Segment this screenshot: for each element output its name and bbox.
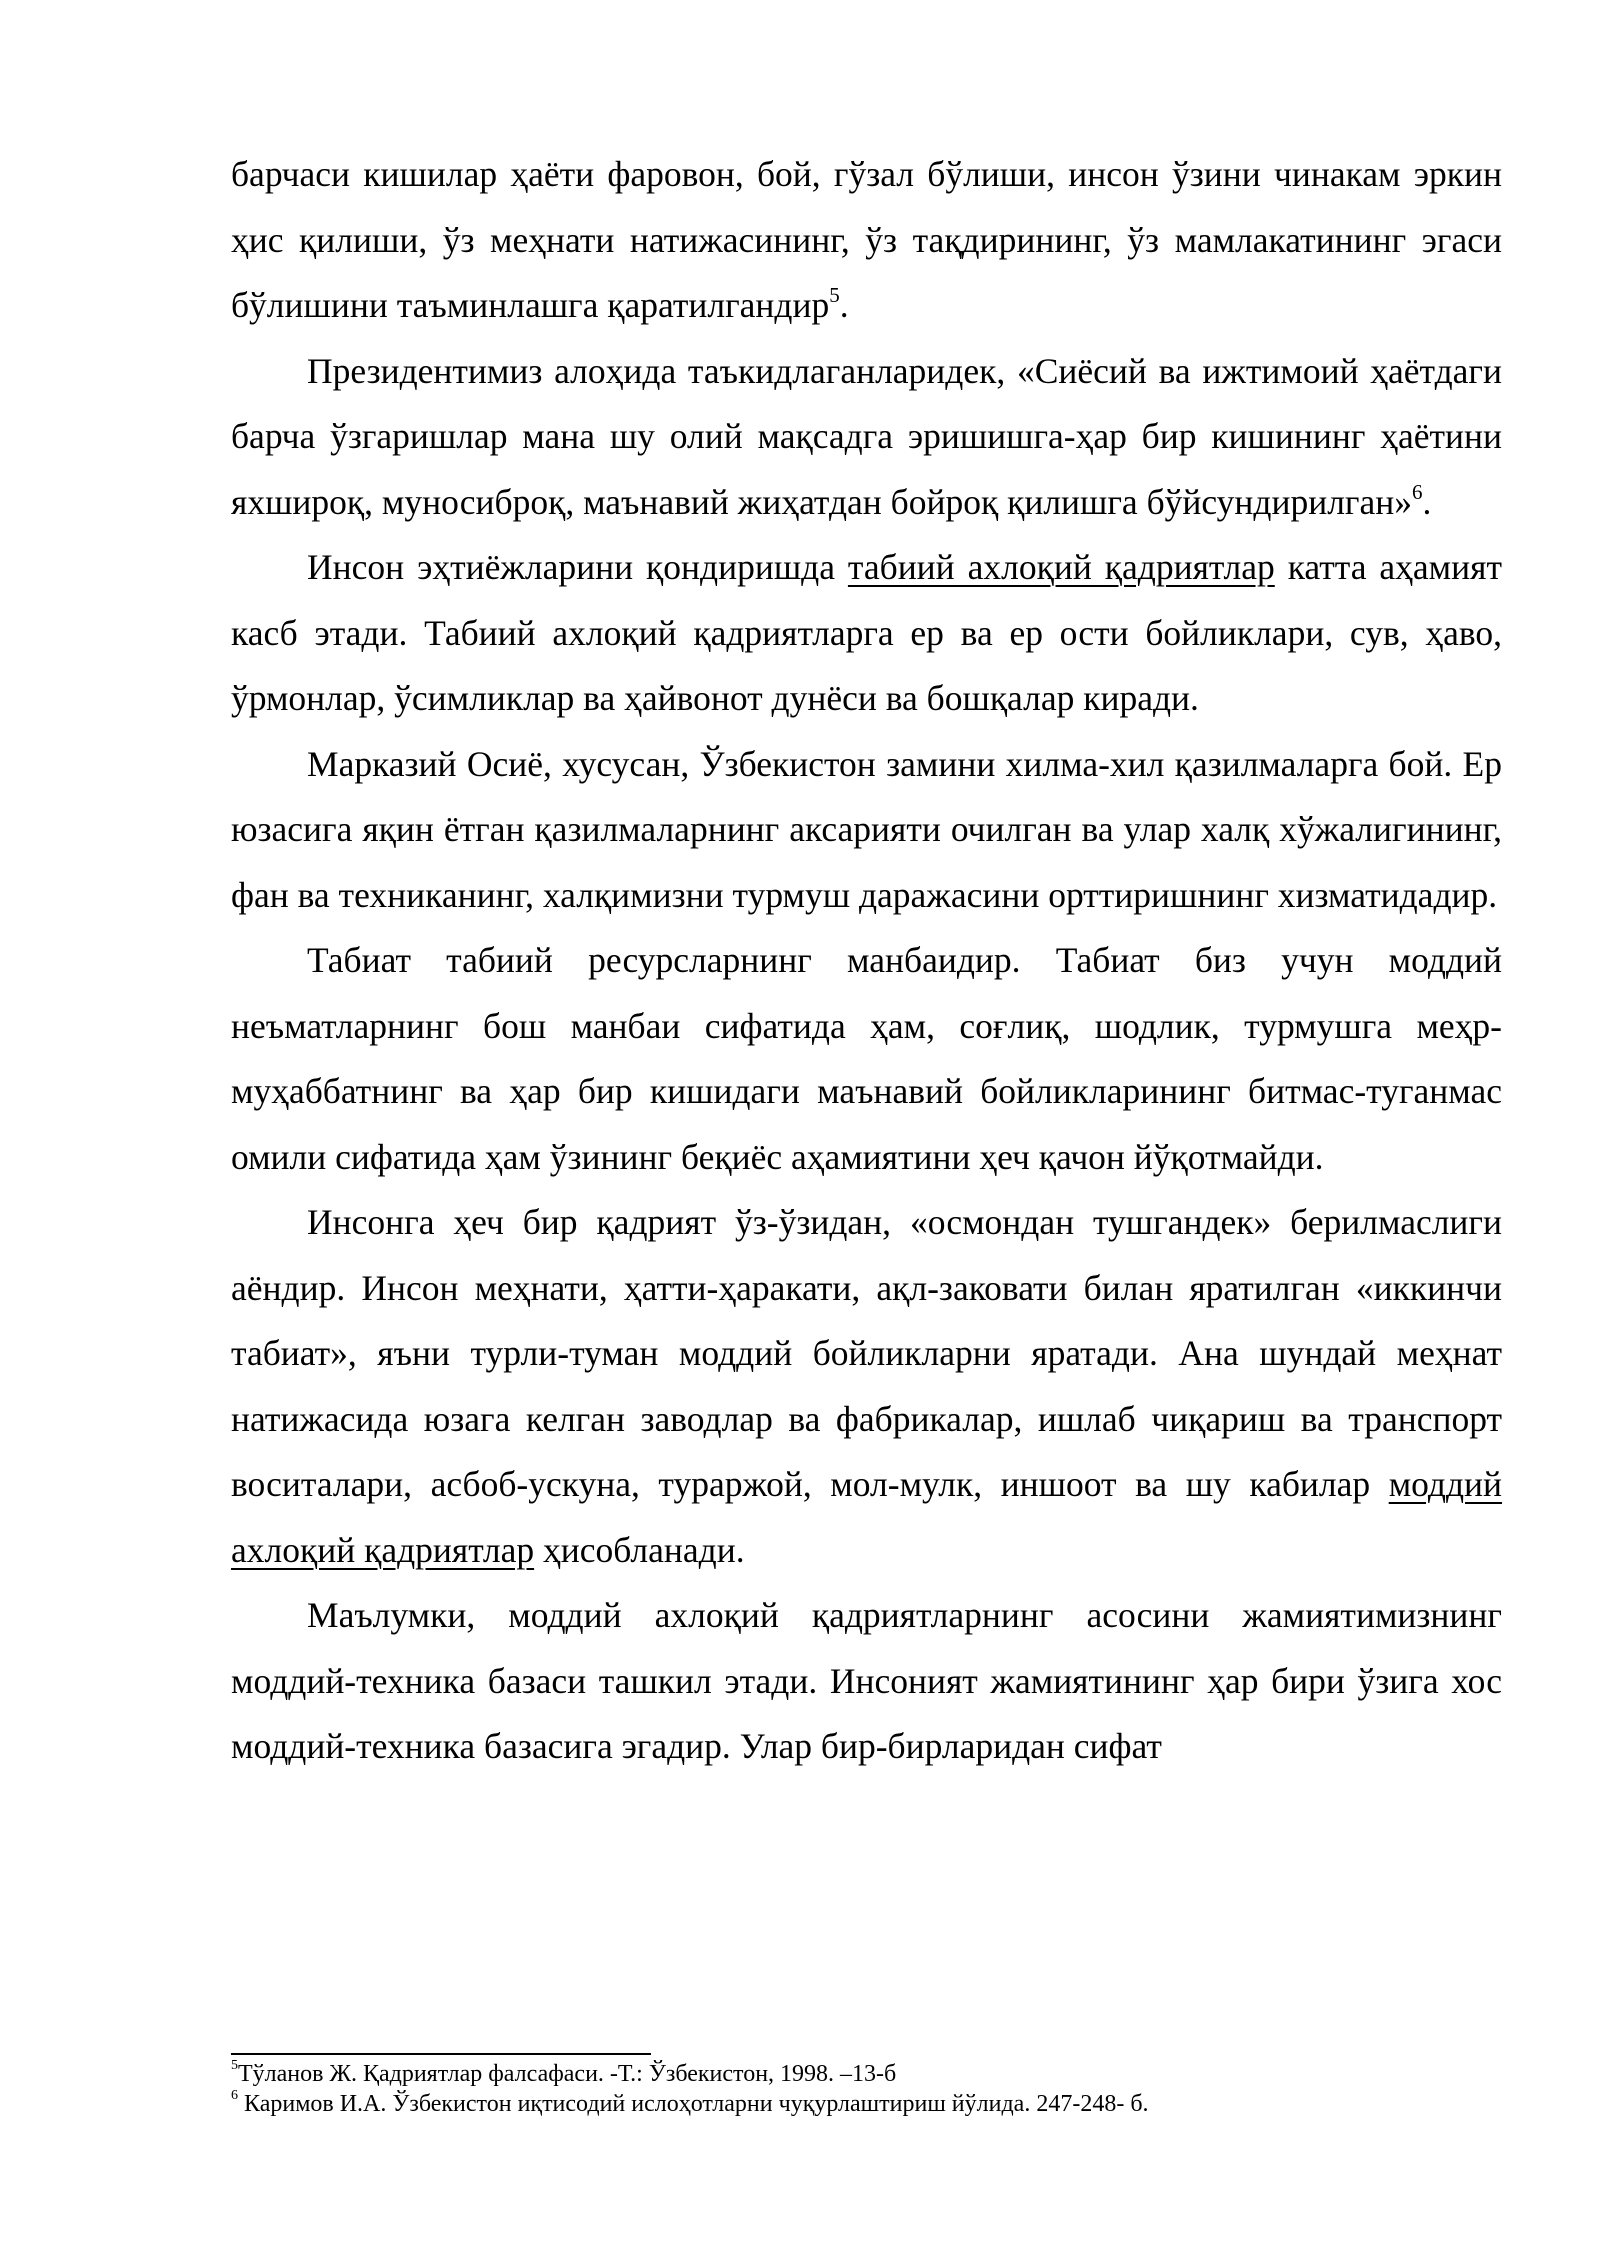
text-run: Инсон эҳтиёжларини қондиришда [307, 547, 848, 587]
footnote-mark: 6 [231, 2088, 238, 2103]
text-run: Табиат табиий ресурсларнинг манбаидир. Табиат биз учун моддий неъматларнинг бош манбаи сифатида ҳам, соғлиқ, шодлик, турмушга меҳр-муҳаббатнинг ва ҳар бир кишидаги маънавий бойликларининг битмас-туганмас омили сифатида ҳам ўзининг беқиёс аҳамиятини ҳеч қачон йўқотмайди. [231, 940, 1502, 1177]
footnote-separator [231, 2053, 651, 2055]
underlined-term: моддий ахлоқий қадриятлар [231, 1464, 1502, 1570]
footnote-text: Тўланов Ж. Қадриятлар фалсафаси. -Т.: Ўзбекистон, 1998. –13-б [238, 2061, 897, 2087]
body-text [231, 142, 1502, 1780]
paragraph [231, 142, 1502, 339]
text-run: . [839, 285, 849, 325]
footnote-reference: 6 [1412, 479, 1423, 504]
text-run: . [1422, 481, 1432, 522]
footnote [231, 2059, 1502, 2089]
underlined-term: табиий ахлоқий қадриятлар [847, 547, 1275, 587]
paragraph [231, 928, 1502, 1190]
paragraph [231, 535, 1502, 732]
text-run: барчаси кишилар ҳаёти фаровон, бой, гўзал бўлиши, инсон ўзини чинакам эркин ҳис қилиши, ўз меҳнати натижасининг, ўз тақдирининг, ўз мамлакатининг эгаси бўлишини таъминлашга қаратилгандир [231, 154, 1502, 325]
paragraph [231, 339, 1502, 536]
footnote-text: Каримов И.А. Ўзбекистон иқтисодий ислоҳотларни чуқурлаштириш йўлида. 247-248- б. [238, 2091, 1149, 2117]
text-run: ҳисобланади. [534, 1529, 745, 1570]
text-run: Марказий Осиё, хусусан, Ўзбекистон замини хилма-хил қазилмаларга бой. Ер юзасига яқин ётган қазилмаларнинг аксарияти очилган ва улар халқ хўжалигининг, фан ва техниканинг, халқимизни турмуш даражасини орттиришнинг хизматидадир. [231, 743, 1502, 915]
paragraph [231, 1190, 1502, 1583]
text-run: катта аҳамият касб этади. Табиий ахлоқий қадриятларга ер ва ер ости бойликлари, сув, ҳаво, ўрмонлар, ўсимликлар ва ҳайвонот дунёси ва бошқалар киради. [231, 547, 1502, 718]
paragraph [231, 732, 1502, 929]
text-run: Маълумки, моддий ахлоқий қадриятларнинг асосини жамиятимизнинг моддий-техника базаси ташкил этади. Инсоният жамиятининг ҳар бири ўзига хос моддий-техника базасига эгадир. Улар бир-бирларидан сифат [231, 1595, 1502, 1766]
footnotes [231, 2059, 1502, 2119]
footnote-mark: 5 [231, 2058, 238, 2073]
footnote [231, 2089, 1502, 2119]
text-run: Президентимиз алоҳида таъкидлаганларидек, «Сиёсий ва ижтимоий ҳаётдаги барча ўзгаришлар мана шу олий мақсадга эришишга-ҳар бир кишининг ҳаётини яхшироқ, муносиброқ, маънавий жиҳатдан бойроқ қилишга бўйсундирилган» [231, 350, 1502, 522]
paragraph [231, 1583, 1502, 1780]
footnote-reference: 5 [829, 283, 840, 308]
text-run: Инсонга ҳеч бир қадрият ўз-ўзидан, «осмондан тушгандек» берилмаслиги аёндир. Инсон меҳнати, ҳатти-ҳаракати, ақл-заковати билан яратилган «иккинчи табиат», яъни турли-туман моддий бойликларни яратади. Ана шундай меҳнат натижасида юзага келган заводлар ва фабрикалар, ишлаб чиқариш ва транспорт воситалари, асбоб-ускуна, тураржой, мол-мулк, иншоот ва шу кабилар [231, 1202, 1502, 1504]
